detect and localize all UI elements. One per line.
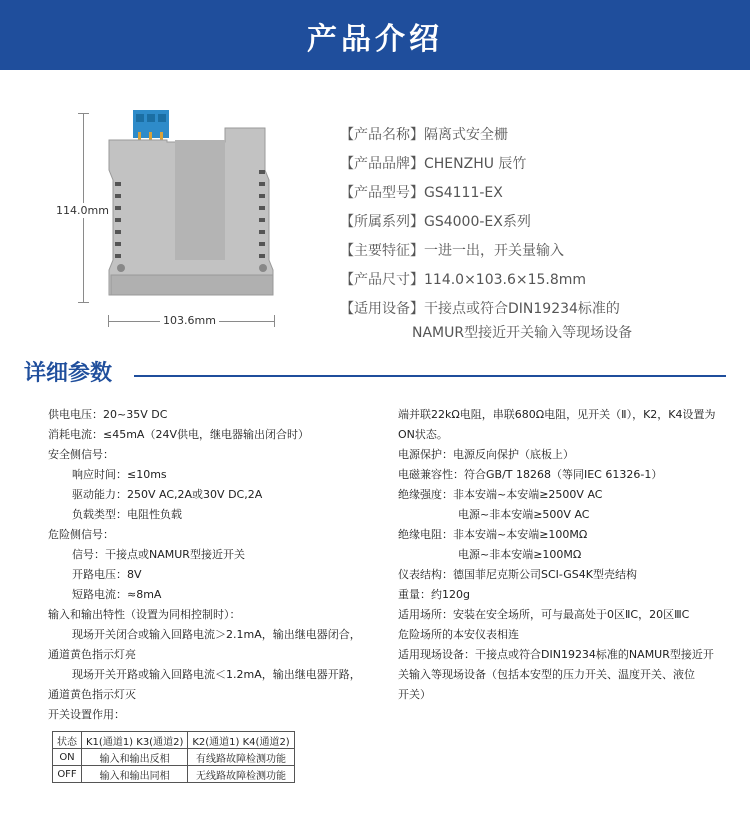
table-header-cell: K1(通道1) K3(通道2) [82,732,188,749]
param-line: 适用场所：安装在安全场所，可与最高处于0区ⅡC，20区ⅢC [398,608,690,621]
param-line: 消耗电流：≤45mA（24V供电，继电器输出闭合时） [48,428,309,441]
info-row-name: 【产品名称】隔离式安全栅 [340,127,508,143]
table-row [53,749,295,766]
table-cell: ON [53,749,82,766]
width-dimension-label: 103.6mm [160,314,219,327]
param-line: 重量：约120g [398,588,470,601]
info-row-equipment: 【适用设备】干接点或符合DIN19234标准的 [340,301,620,317]
table-cell: 输入和输出反相 [82,749,188,766]
table-header-cell: K2(通道1) K4(通道2) [188,732,294,749]
param-line: 危险侧信号： [48,528,114,541]
table-cell: 输入和输出同相 [82,766,188,783]
param-line: 通道黄色指示灯亮 [48,648,136,661]
height-dimension-label: 114.0mm [56,204,109,217]
parameters-left-column [48,405,388,725]
param-line: 开路电压：8V [72,568,142,581]
section-title: 详细参数 [24,361,113,386]
param-line: 绝缘电阻：非本安端~本安端≥100MΩ [398,528,588,541]
width-dimension-cap-left [108,315,109,327]
table-cell: 无线路故障检测功能 [188,766,294,783]
param-line: 现场开关闭合或输入回路电流＞2.1mA，输出继电器闭合， [72,628,361,641]
param-line: 供电电压：20~35V DC [48,408,168,421]
info-row-brand: 【产品品牌】CHENZHU 辰竹 [340,156,527,172]
param-line: 响应时间：≤10ms [72,468,167,481]
product-info-list [340,124,740,341]
param-line: 电源保护：电源反向保护（底板上） [398,448,574,461]
section-divider [134,375,726,377]
param-line: 开关设置作用： [48,708,125,721]
param-line: 电源~非本安端≥500V AC [458,508,590,521]
param-line: 现场开关开路或输入回路电流＜1.2mA，输出继电器开路， [72,668,361,681]
table-header-cell: 状态 [53,732,82,749]
param-line: 短路电流：≈8mA [72,588,162,601]
parameters-right-column [398,405,743,705]
param-line: ON状态。 [398,428,448,441]
param-line: 危险场所的本安仪表相连 [398,628,519,641]
height-dimension-cap-bottom [78,302,89,303]
product-drawing [56,95,320,345]
param-line: 输入和输出特性（设置为同相控制时）： [48,608,241,621]
table-cell: OFF [53,766,82,783]
param-line: 负载类型：电阻性负载 [72,508,182,521]
height-dimension-cap-top [78,113,89,114]
param-line: 端并联22kΩ电阻，串联680Ω电阻，见开关（Ⅱ），K2，K4设置为 [398,408,716,421]
param-line: 关输入等现场设备（包括本安型的压力开关、温度开关、液位 [398,668,695,681]
param-line: 电磁兼容性：符合GB/T 18268（等同IEC 61326-1） [398,468,663,481]
table-row [53,766,295,783]
param-line: 绝缘强度：非本安端~本安端≥2500V AC [398,488,603,501]
info-row-model: 【产品型号】GS4111-EX [340,185,503,201]
param-line: 仪表结构：德国菲尼克斯公司SCI-GS4K型壳结构 [398,568,637,581]
switch-settings-table [52,731,295,783]
info-row-features: 【主要特征】一进一出，开关量输入 [340,243,564,259]
param-line: 电源~非本安端≥100MΩ [458,548,582,561]
param-line: 驱动能力：250V AC,2A或30V DC,2A [72,488,263,501]
header-banner [0,0,750,70]
device-image [105,110,277,305]
param-line: 适用现场设备：干接点或符合DIN19234标准的NAMUR型接近开 [398,648,714,661]
width-dimension-cap-right [274,315,275,327]
info-row-series: 【所属系列】GS4000-EX系列 [340,214,531,230]
info-row-equipment-continued: NAMUR型接近开关输入等现场设备 [412,325,633,341]
table-cell: 有线路故障检测功能 [188,749,294,766]
param-line: 信号：干接点或NAMUR型接近开关 [72,548,245,561]
info-row-size: 【产品尺寸】114.0×103.6×15.8mm [340,272,587,288]
param-line: 通道黄色指示灯灭 [48,688,136,701]
param-line: 开关） [398,688,431,701]
banner-title: 产品介绍 [307,22,443,57]
table-header-row [53,732,295,749]
param-line: 安全侧信号： [48,448,114,461]
